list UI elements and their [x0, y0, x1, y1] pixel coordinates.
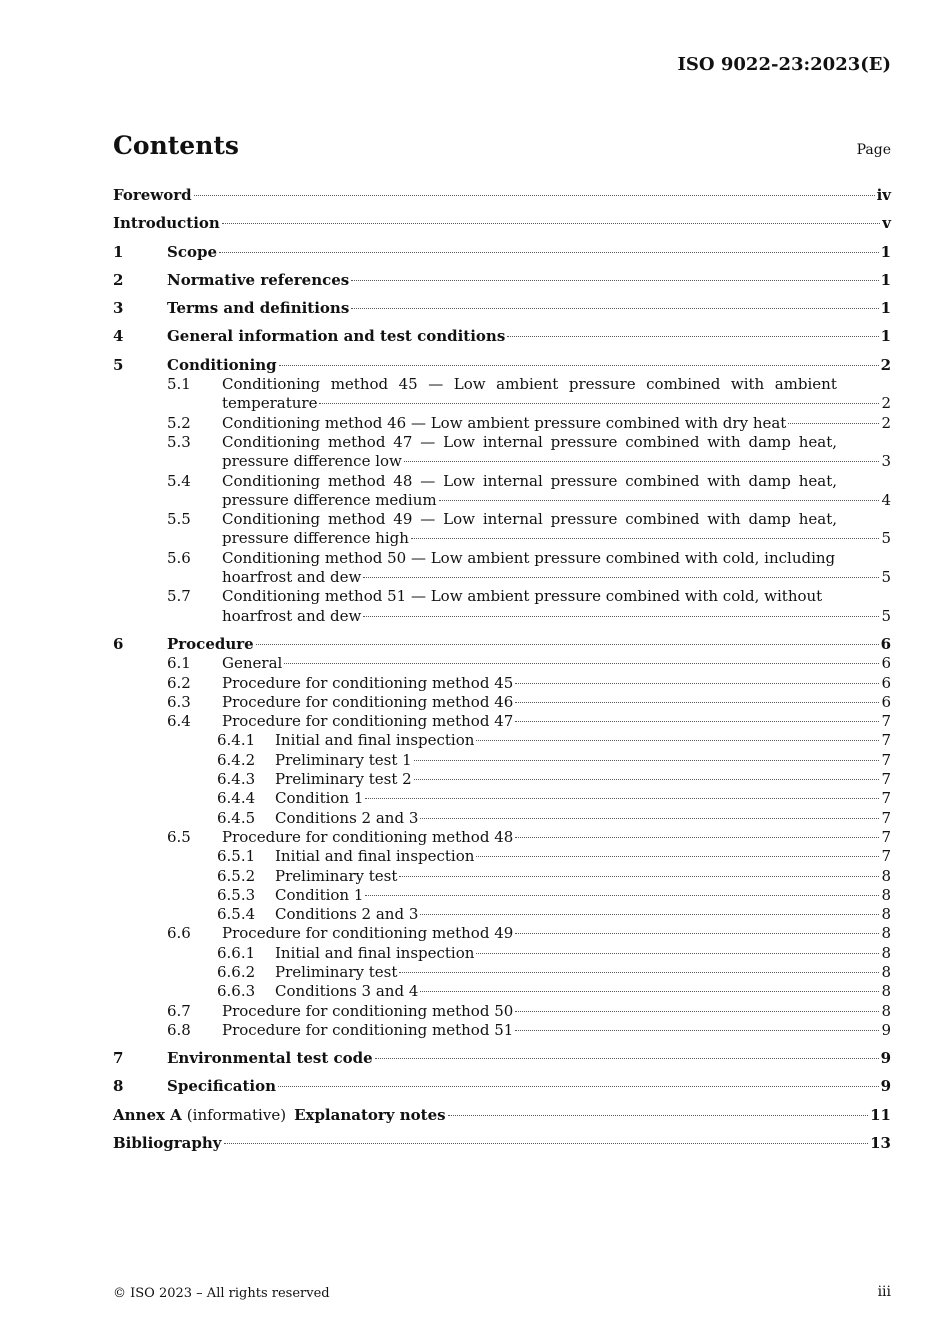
toc-label: Conditions 2 and 3: [275, 808, 419, 827]
dot-leader: [439, 500, 880, 501]
dot-leader: [319, 403, 879, 404]
toc-number: 6.4.1: [217, 731, 256, 750]
toc-entry-6-7[interactable]: [113, 1002, 891, 1021]
toc-number: 6.5.2: [217, 866, 256, 885]
toc-entry-8[interactable]: [113, 1077, 891, 1096]
toc-entry-3[interactable]: [113, 299, 891, 318]
toc-entry-6-5-4[interactable]: [113, 905, 891, 924]
dot-leader: [278, 1086, 879, 1087]
dot-leader: [476, 740, 879, 741]
toc-page: 6: [881, 654, 891, 673]
toc-label: Procedure for conditioning method 51: [222, 1020, 514, 1039]
toc-number: 5.2: [167, 413, 191, 432]
toc-label: Conditioning method 46 — Low ambient pressure combined with dry heat: [222, 413, 787, 432]
toc-label-line1: Conditioning method 45 — Low ambient pressure combined with ambient: [222, 375, 837, 394]
toc-entry-introduction[interactable]: [113, 214, 891, 233]
toc-page: 13: [870, 1134, 891, 1153]
toc-number: 5.3: [167, 432, 191, 451]
toc-page: 5: [881, 568, 891, 587]
toc-entry-5-6-cont[interactable]: [113, 568, 891, 587]
toc-entry-5-5[interactable]: [113, 510, 891, 529]
toc-label: Conditions 2 and 3: [275, 905, 419, 924]
toc-entry-6-2[interactable]: [113, 674, 891, 693]
toc-page: 7: [881, 827, 891, 846]
toc-page: 2: [881, 413, 891, 432]
toc-number: 6.4.4: [217, 789, 256, 808]
toc-entry-6-5-1[interactable]: [113, 847, 891, 866]
toc-label: General: [222, 654, 283, 673]
toc-number: 6.7: [167, 1001, 191, 1020]
toc-number: 5.4: [167, 471, 191, 490]
toc-entry-6-6-1[interactable]: [113, 944, 891, 963]
toc-number: 5: [113, 355, 124, 374]
dot-leader: [420, 818, 879, 819]
toc-page: 1: [880, 242, 891, 261]
toc-number: 6.4.3: [217, 770, 256, 789]
toc-label: Procedure for conditioning method 45: [222, 673, 514, 692]
toc-page: 2: [880, 355, 891, 374]
toc-entry-6-4-4[interactable]: [113, 789, 891, 808]
dot-leader: [414, 760, 880, 761]
dot-leader: [284, 663, 879, 664]
toc-label: Procedure for conditioning method 47: [222, 712, 514, 731]
annex-qualifier: (informative): [186, 1105, 287, 1124]
toc-label: Procedure for conditioning method 46: [222, 692, 514, 711]
toc-entry-5-7[interactable]: [113, 587, 891, 606]
toc-page: iv: [876, 186, 891, 204]
toc-entry-6-4[interactable]: [113, 712, 891, 731]
dot-leader: [222, 223, 880, 224]
dot-leader: [351, 308, 878, 309]
toc-page: 7: [881, 789, 891, 808]
toc-label: Procedure for conditioning method 50: [222, 1001, 514, 1020]
toc-label: Introduction: [113, 214, 220, 233]
toc-number: 6.4.5: [217, 808, 256, 827]
toc-page: 3: [881, 452, 891, 471]
toc-page: 6: [880, 634, 891, 653]
toc-number: 6.6.2: [217, 962, 256, 981]
toc-number: 5.7: [167, 587, 191, 606]
toc-label: Condition 1: [275, 789, 364, 808]
toc-page: 8: [881, 905, 891, 924]
toc-number: 6.3: [167, 692, 191, 711]
toc-page: 4: [881, 490, 891, 509]
toc-label-line2: temperature: [222, 394, 318, 413]
toc-number: 6.6.1: [217, 943, 256, 962]
dot-leader: [224, 1143, 869, 1144]
toc-entry-6-6[interactable]: [113, 924, 891, 943]
toc-page: 8: [881, 943, 891, 962]
toc-label: Preliminary test: [275, 962, 398, 981]
dot-leader: [515, 933, 879, 934]
toc-entry-7[interactable]: [113, 1049, 891, 1068]
dot-leader: [420, 914, 879, 915]
toc-entry-6-4-5[interactable]: [113, 809, 891, 828]
toc-number: 2: [113, 270, 124, 289]
toc-entry-foreword[interactable]: [113, 186, 891, 205]
toc-number: 4: [113, 327, 124, 346]
annex-prefix: Annex A: [113, 1105, 182, 1124]
toc-number: 6: [113, 634, 124, 653]
toc-entry-bibliography[interactable]: [113, 1134, 891, 1153]
page-column-label: Page: [856, 142, 891, 158]
toc-entry-5[interactable]: [113, 356, 891, 375]
toc-number: 6.5.1: [217, 847, 256, 866]
toc-entry-6-4-1[interactable]: [113, 731, 891, 750]
toc-page: 9: [881, 1020, 891, 1039]
dot-leader: [448, 1115, 869, 1116]
toc-entry-5-7-cont[interactable]: [113, 607, 891, 626]
toc-number: 6.6.3: [217, 982, 256, 1001]
toc-page: 11: [870, 1105, 891, 1124]
toc-entry-6-5-2[interactable]: [113, 867, 891, 886]
toc-label-line1: Conditioning method 48 — Low internal pressure combined with damp heat,: [222, 471, 837, 490]
dot-leader: [363, 577, 879, 578]
toc-page: 1: [880, 270, 891, 289]
toc-entry-5-3[interactable]: [113, 433, 891, 452]
dot-leader: [414, 779, 880, 780]
toc-entry-5-4-cont[interactable]: [113, 491, 891, 510]
toc-label-line2: hoarfrost and dew: [222, 568, 362, 587]
toc-page: 1: [880, 299, 891, 318]
toc-label: Normative references: [167, 270, 350, 289]
toc-label: Specification: [167, 1077, 276, 1096]
dot-leader: [476, 953, 879, 954]
toc-entry-2[interactable]: [113, 271, 891, 290]
toc-page: 5: [881, 606, 891, 625]
dot-leader: [375, 1058, 879, 1059]
toc-page: 7: [881, 731, 891, 750]
toc-number: 6.4: [167, 712, 191, 731]
toc-number: 5.6: [167, 548, 191, 567]
toc-number: 6.2: [167, 673, 191, 692]
toc-label-line1: Conditioning method 51 — Low ambient pressure combined with cold, without: [222, 587, 823, 606]
toc-label: Preliminary test 2: [275, 770, 412, 789]
dot-leader: [219, 252, 879, 253]
toc-label: Conditioning: [167, 355, 277, 374]
toc-page: 7: [881, 750, 891, 769]
toc-number: 6.1: [167, 654, 191, 673]
toc-page: 7: [881, 847, 891, 866]
toc-label-line2: hoarfrost and dew: [222, 606, 362, 625]
toc-label: Conditions 3 and 4: [275, 982, 419, 1001]
toc-label-line2: pressure difference low: [222, 452, 402, 471]
toc-label: Bibliography: [113, 1134, 222, 1153]
dot-leader: [194, 195, 875, 196]
dot-leader: [507, 336, 878, 337]
toc-entry-6-8[interactable]: [113, 1021, 891, 1040]
toc-page: 8: [881, 885, 891, 904]
page-number: iii: [877, 1284, 891, 1300]
page-title: Contents: [113, 131, 240, 160]
toc-entry-5-1-cont[interactable]: [113, 394, 891, 413]
toc-page: 7: [881, 770, 891, 789]
dot-leader: [515, 1030, 879, 1031]
table-of-contents: [113, 186, 891, 1153]
toc-page: 8: [881, 982, 891, 1001]
toc-page: 5: [881, 529, 891, 548]
dot-leader: [515, 1011, 879, 1012]
dot-leader: [256, 644, 879, 645]
dot-leader: [515, 683, 879, 684]
toc-entry-5-2[interactable]: [113, 414, 891, 433]
toc-page: 8: [881, 1001, 891, 1020]
toc-label: Initial and final inspection: [275, 731, 475, 750]
toc-page: 8: [881, 866, 891, 885]
toc-page: 6: [881, 673, 891, 692]
toc-label-line1: Conditioning method 49 — Low internal pressure combined with damp heat,: [222, 510, 837, 529]
copyright-notice: © ISO 2023 – All rights reserved: [113, 1286, 330, 1301]
toc-entry-6-6-3[interactable]: [113, 982, 891, 1001]
toc-label: Scope: [167, 242, 218, 261]
toc-number: 8: [113, 1077, 124, 1096]
toc-label: Procedure for conditioning method 48: [222, 827, 514, 846]
toc-entry-5-1[interactable]: [113, 375, 891, 394]
toc-entry-6-4-2[interactable]: [113, 751, 891, 770]
toc-label: Terms and definitions: [167, 299, 350, 318]
toc-label: General information and test conditions: [167, 327, 506, 346]
dot-leader: [365, 895, 879, 896]
toc-label-line1: Conditioning method 47 — Low internal pressure combined with damp heat,: [222, 432, 837, 451]
toc-label: Procedure: [167, 634, 254, 653]
dot-leader: [399, 972, 879, 973]
toc-number: 7: [113, 1049, 124, 1068]
toc-page: 7: [881, 712, 891, 731]
toc-number: 5.1: [167, 375, 191, 394]
toc-number: 6.6: [167, 924, 191, 943]
toc-number: 6.5: [167, 827, 191, 846]
toc-label-line2: pressure difference medium: [222, 490, 437, 509]
dot-leader: [515, 837, 879, 838]
toc-label: Preliminary test: [275, 866, 398, 885]
toc-label-line1: Conditioning method 50 — Low ambient pressure combined with cold, including: [222, 548, 836, 567]
toc-page: 8: [881, 924, 891, 943]
toc-label: Preliminary test 1: [275, 750, 412, 769]
toc-page: 9: [880, 1077, 891, 1096]
dot-leader: [788, 423, 879, 424]
toc-entry-6-1[interactable]: [113, 654, 891, 673]
toc-page: 9: [880, 1049, 891, 1068]
dot-leader: [279, 365, 879, 366]
toc-page: 7: [881, 808, 891, 827]
dot-leader: [351, 280, 878, 281]
toc-label: Foreword: [113, 186, 192, 204]
toc-entry-1[interactable]: [113, 243, 891, 262]
toc-number: 6.5.4: [217, 905, 256, 924]
toc-page: 8: [881, 962, 891, 981]
toc-entry-6-3[interactable]: [113, 693, 891, 712]
toc-label: Initial and final inspection: [275, 943, 475, 962]
toc-number: 6.4.2: [217, 750, 256, 769]
toc-label: Explanatory notes: [294, 1105, 446, 1124]
toc-entry-5-5-cont[interactable]: [113, 529, 891, 548]
dot-leader: [404, 461, 880, 462]
toc-label-line2: pressure difference high: [222, 529, 409, 548]
toc-entry-6-6-2[interactable]: [113, 963, 891, 982]
toc-number: 5.5: [167, 510, 191, 529]
toc-number: 3: [113, 299, 124, 318]
toc-entry-6-5[interactable]: [113, 828, 891, 847]
dot-leader: [363, 616, 879, 617]
dot-leader: [515, 702, 879, 703]
toc-entry-5-3-cont[interactable]: [113, 452, 891, 471]
dot-leader: [420, 991, 879, 992]
toc-page: 2: [881, 394, 891, 413]
document-id: ISO 9022-23:2023(E): [677, 54, 891, 75]
toc-entry-6-4-3[interactable]: [113, 770, 891, 789]
dot-leader: [399, 876, 879, 877]
dot-leader: [411, 538, 880, 539]
toc-label: Initial and final inspection: [275, 847, 475, 866]
dot-leader: [476, 856, 879, 857]
toc-page: v: [882, 214, 891, 233]
toc-page: 6: [881, 692, 891, 711]
toc-label: Procedure for conditioning method 49: [222, 924, 514, 943]
toc-number: 6.8: [167, 1020, 191, 1039]
toc-label: Condition 1: [275, 885, 364, 904]
toc-entry-annex-a[interactable]: [113, 1106, 891, 1125]
toc-entry-5-4[interactable]: [113, 472, 891, 491]
toc-entry-6[interactable]: [113, 635, 891, 654]
toc-entry-4[interactable]: [113, 327, 891, 346]
toc-entry-5-6[interactable]: [113, 549, 891, 568]
dot-leader: [365, 798, 879, 799]
toc-number: 1: [113, 242, 124, 261]
toc-label: Environmental test code: [167, 1049, 373, 1068]
toc-entry-6-5-3[interactable]: [113, 886, 891, 905]
toc-number: 6.5.3: [217, 885, 256, 904]
toc-page: 1: [880, 327, 891, 346]
dot-leader: [515, 721, 879, 722]
